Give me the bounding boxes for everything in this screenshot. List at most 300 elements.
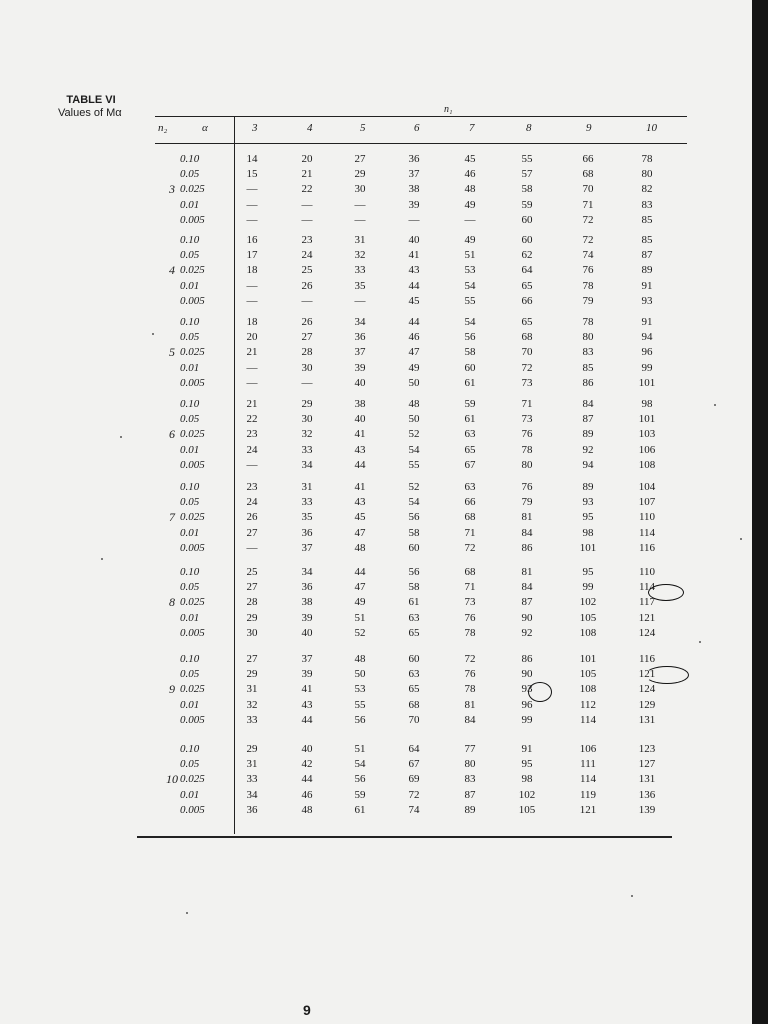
value-cell: — <box>408 213 420 226</box>
alpha-cell: 0.025 <box>180 683 205 696</box>
value-cell: 63 <box>464 428 476 441</box>
value-cell: 48 <box>301 803 313 816</box>
value-cell: — <box>246 183 258 196</box>
value-cell: 72 <box>582 213 594 226</box>
value-cell: 50 <box>408 376 420 389</box>
value-cell: 27 <box>246 653 258 665</box>
table-row <box>140 427 685 442</box>
alpha-cell: 0.005 <box>180 294 205 307</box>
value-cell: 59 <box>354 788 366 801</box>
value-cell: 32 <box>301 428 313 441</box>
value-cell: 54 <box>408 443 420 456</box>
value-cell: 52 <box>408 481 420 493</box>
table-row <box>140 412 685 427</box>
table-row <box>140 213 685 228</box>
value-cell: 39 <box>408 198 420 211</box>
value-cell: 26 <box>246 511 258 524</box>
value-cell: 60 <box>521 234 533 246</box>
value-cell: 33 <box>301 496 313 509</box>
value-cell: 59 <box>464 398 476 410</box>
value-cell: 76 <box>521 481 533 493</box>
value-cell: 54 <box>354 758 366 771</box>
value-cell: 106 <box>579 743 597 755</box>
value-cell: 50 <box>354 668 366 681</box>
value-cell: 33 <box>301 443 313 456</box>
alpha-cell: 0.05 <box>180 668 200 681</box>
value-cell: 79 <box>582 294 594 307</box>
value-cell: 60 <box>408 541 420 554</box>
value-cell: 48 <box>464 183 476 196</box>
value-cell: 76 <box>464 668 476 681</box>
value-cell: 41 <box>354 481 366 493</box>
value-cell: 95 <box>521 758 533 771</box>
n1-label: n₁ <box>444 104 453 115</box>
value-cell: 21 <box>246 398 258 410</box>
scan-speck <box>101 558 103 560</box>
value-cell: 111 <box>580 758 596 771</box>
alpha-cell: 0.01 <box>180 443 200 456</box>
alpha-cell: 0.10 <box>180 743 200 755</box>
value-cell: — <box>246 213 258 226</box>
alpha-cell: 0.005 <box>180 803 205 816</box>
value-cell: 91 <box>641 316 653 328</box>
value-cell: 124 <box>638 683 656 696</box>
value-cell: 93 <box>521 683 533 696</box>
value-cell: 47 <box>354 526 366 539</box>
value-cell: 41 <box>301 683 313 696</box>
value-cell: 108 <box>638 458 656 471</box>
table-group <box>140 652 685 727</box>
value-cell: 27 <box>246 581 258 594</box>
value-cell: 30 <box>301 413 313 426</box>
value-cell: 85 <box>641 234 653 246</box>
value-cell: 69 <box>408 773 420 786</box>
value-cell: 71 <box>582 198 594 211</box>
table-row <box>140 345 685 360</box>
value-cell: 67 <box>408 758 420 771</box>
value-cell: 85 <box>641 213 653 226</box>
table-row <box>140 248 685 263</box>
value-cell: 110 <box>638 566 656 578</box>
value-cell: 71 <box>521 398 533 410</box>
alpha-cell: 0.005 <box>180 713 205 726</box>
value-cell: 121 <box>579 803 597 816</box>
value-cell: 49 <box>354 596 366 609</box>
alpha-cell: 0.05 <box>180 413 200 426</box>
header-col-9: 9 <box>586 122 592 134</box>
table-row <box>140 541 685 556</box>
group-n2-label: 8 <box>169 595 175 609</box>
value-cell: 60 <box>464 361 476 374</box>
value-cell: 44 <box>354 566 366 578</box>
value-cell: 49 <box>464 234 476 246</box>
table-row <box>140 698 685 713</box>
value-cell: 49 <box>408 361 420 374</box>
value-cell: 32 <box>246 698 258 711</box>
alpha-cell: 0.05 <box>180 581 200 594</box>
value-cell: 54 <box>464 316 476 328</box>
value-cell: 33 <box>246 773 258 786</box>
value-cell: 114 <box>638 526 656 539</box>
value-cell: 94 <box>582 458 594 471</box>
value-cell: 17 <box>246 249 258 262</box>
value-cell: 34 <box>246 788 258 801</box>
table-row <box>140 580 685 595</box>
value-cell: 58 <box>408 581 420 594</box>
table-row <box>140 565 685 580</box>
value-cell: 21 <box>246 346 258 359</box>
value-cell: 139 <box>638 803 656 816</box>
value-cell: 102 <box>579 596 597 609</box>
value-cell: 90 <box>521 668 533 681</box>
header-col-4: 4 <box>307 122 313 134</box>
alpha-cell: 0.025 <box>180 773 205 786</box>
value-cell: 83 <box>464 773 476 786</box>
value-cell: — <box>301 376 313 389</box>
value-cell: 21 <box>301 168 313 181</box>
value-cell: 45 <box>354 511 366 524</box>
value-cell: 48 <box>408 398 420 410</box>
value-cell: 18 <box>246 264 258 277</box>
value-cell: 43 <box>354 496 366 509</box>
value-cell: 40 <box>354 376 366 389</box>
value-cell: — <box>246 361 258 374</box>
value-cell: 98 <box>521 773 533 786</box>
value-cell: 30 <box>354 183 366 196</box>
value-cell: 78 <box>464 683 476 696</box>
alpha-cell: 0.05 <box>180 331 200 344</box>
value-cell: 66 <box>582 153 594 165</box>
alpha-cell: 0.005 <box>180 626 205 639</box>
header-col-7: 7 <box>469 122 475 134</box>
group-n2-label: 7 <box>169 510 175 524</box>
value-cell: 44 <box>354 458 366 471</box>
value-cell: 87 <box>464 788 476 801</box>
scan-speck <box>120 436 122 438</box>
value-cell: 53 <box>354 683 366 696</box>
value-cell: 98 <box>641 398 653 410</box>
value-cell: 22 <box>301 183 313 196</box>
value-cell: 77 <box>464 743 476 755</box>
value-cell: 71 <box>464 581 476 594</box>
bottom-rule <box>137 836 672 838</box>
value-cell: 30 <box>246 626 258 639</box>
value-cell: 131 <box>638 713 656 726</box>
value-cell: 84 <box>464 713 476 726</box>
value-cell: 72 <box>464 653 476 665</box>
value-cell: 123 <box>638 743 656 755</box>
value-cell: 80 <box>641 168 653 181</box>
value-cell: 67 <box>464 458 476 471</box>
value-cell: 41 <box>354 428 366 441</box>
value-cell: 78 <box>641 153 653 165</box>
value-cell: 99 <box>582 581 594 594</box>
value-cell: 63 <box>408 611 420 624</box>
value-cell: 58 <box>521 183 533 196</box>
header-col-6: 6 <box>414 122 420 134</box>
header-col-3: 3 <box>252 122 258 134</box>
value-cell: 72 <box>582 234 594 246</box>
value-cell: 96 <box>641 346 653 359</box>
value-cell: 18 <box>246 316 258 328</box>
value-cell: 29 <box>354 168 366 181</box>
value-cell: 65 <box>521 316 533 328</box>
value-cell: 79 <box>521 496 533 509</box>
scan-speck <box>186 912 188 914</box>
value-cell: 102 <box>518 788 536 801</box>
group-n2-label: 3 <box>169 182 175 196</box>
value-cell: 95 <box>582 511 594 524</box>
table-row <box>140 682 685 697</box>
value-cell: 53 <box>464 264 476 277</box>
value-cell: 38 <box>354 398 366 410</box>
value-cell: — <box>301 294 313 307</box>
value-cell: 64 <box>521 264 533 277</box>
value-cell: 78 <box>582 279 594 292</box>
value-cell: 86 <box>521 541 533 554</box>
value-cell: 55 <box>464 294 476 307</box>
value-cell: 24 <box>246 443 258 456</box>
table-group <box>140 397 685 472</box>
value-cell: 65 <box>408 626 420 639</box>
header-n2: n₂ <box>158 122 168 134</box>
value-cell: 84 <box>521 526 533 539</box>
value-cell: 68 <box>408 698 420 711</box>
table-row <box>140 626 685 641</box>
value-cell: 23 <box>301 234 313 246</box>
scan-speck <box>714 404 716 406</box>
book-spine-shadow <box>752 0 768 1024</box>
value-cell: 65 <box>408 683 420 696</box>
value-cell: 107 <box>638 496 656 509</box>
table-row <box>140 772 685 787</box>
table-row <box>140 397 685 412</box>
table-group <box>140 315 685 390</box>
value-cell: 29 <box>246 743 258 755</box>
value-cell: 48 <box>354 541 366 554</box>
value-cell: 47 <box>354 581 366 594</box>
value-cell: — <box>464 213 476 226</box>
table-caption: Values of Mα <box>58 107 122 119</box>
alpha-cell: 0.005 <box>180 458 205 471</box>
value-cell: 101 <box>579 541 597 554</box>
header-alpha: α <box>202 122 208 134</box>
table-row <box>140 611 685 626</box>
value-cell: 46 <box>464 168 476 181</box>
value-cell: 28 <box>301 346 313 359</box>
alpha-cell: 0.05 <box>180 168 200 181</box>
table-header <box>155 122 687 140</box>
value-cell: 43 <box>408 264 420 277</box>
value-cell: 74 <box>582 249 594 262</box>
alpha-cell: 0.10 <box>180 481 200 493</box>
value-cell: 78 <box>521 443 533 456</box>
value-cell: 72 <box>521 361 533 374</box>
value-cell: — <box>301 198 313 211</box>
value-cell: 92 <box>521 626 533 639</box>
value-cell: 72 <box>464 541 476 554</box>
value-cell: 62 <box>521 249 533 262</box>
value-cell: 51 <box>354 611 366 624</box>
scan-speck <box>152 333 154 335</box>
value-cell: 68 <box>521 331 533 344</box>
alpha-cell: 0.05 <box>180 758 200 771</box>
value-cell: 52 <box>408 428 420 441</box>
value-cell: 52 <box>354 626 366 639</box>
value-cell: — <box>354 294 366 307</box>
value-cell: 78 <box>582 316 594 328</box>
alpha-cell: 0.025 <box>180 346 205 359</box>
value-cell: 68 <box>464 566 476 578</box>
alpha-cell: 0.10 <box>180 316 200 328</box>
value-cell: 31 <box>301 481 313 493</box>
alpha-cell: 0.10 <box>180 566 200 578</box>
value-cell: — <box>246 294 258 307</box>
value-cell: 16 <box>246 234 258 246</box>
value-cell: 65 <box>464 443 476 456</box>
value-cell: 105 <box>518 803 536 816</box>
value-cell: 106 <box>638 443 656 456</box>
value-cell: 61 <box>408 596 420 609</box>
group-n2-label: 10 <box>166 772 178 786</box>
value-cell: 81 <box>521 511 533 524</box>
value-cell: 101 <box>638 376 656 389</box>
value-cell: 56 <box>408 511 420 524</box>
value-cell: 68 <box>582 168 594 181</box>
value-cell: 70 <box>521 346 533 359</box>
value-cell: 22 <box>246 413 258 426</box>
value-cell: 36 <box>246 803 258 816</box>
value-cell: 61 <box>354 803 366 816</box>
value-cell: 73 <box>521 413 533 426</box>
value-cell: 91 <box>521 743 533 755</box>
group-n2-label: 9 <box>169 682 175 696</box>
value-cell: 59 <box>521 198 533 211</box>
table-row <box>140 458 685 473</box>
value-cell: 101 <box>579 653 597 665</box>
value-cell: 56 <box>464 331 476 344</box>
alpha-cell: 0.025 <box>180 596 205 609</box>
table-row <box>140 233 685 248</box>
value-cell: — <box>246 541 258 554</box>
value-cell: 78 <box>464 626 476 639</box>
table-group <box>140 152 685 227</box>
table-row <box>140 595 685 610</box>
table-row <box>140 294 685 309</box>
value-cell: 136 <box>638 788 656 801</box>
value-cell: 131 <box>638 773 656 786</box>
pen-circle-mark <box>645 666 689 684</box>
value-cell: 24 <box>301 249 313 262</box>
value-cell: 55 <box>354 698 366 711</box>
alpha-cell: 0.10 <box>180 234 200 246</box>
value-cell: 37 <box>408 168 420 181</box>
value-cell: 50 <box>408 413 420 426</box>
table-row <box>140 279 685 294</box>
value-cell: 27 <box>301 331 313 344</box>
value-cell: 48 <box>354 653 366 665</box>
group-n2-label: 4 <box>169 263 175 277</box>
alpha-cell: 0.01 <box>180 698 200 711</box>
header-col-10: 10 <box>646 122 657 134</box>
table-row <box>140 182 685 197</box>
value-cell: 89 <box>641 264 653 277</box>
value-cell: 93 <box>641 294 653 307</box>
value-cell: 34 <box>354 316 366 328</box>
value-cell: 114 <box>579 773 597 786</box>
value-cell: 80 <box>521 458 533 471</box>
value-cell: — <box>246 279 258 292</box>
value-cell: 37 <box>301 653 313 665</box>
value-cell: 65 <box>521 279 533 292</box>
value-cell: 35 <box>301 511 313 524</box>
value-cell: 70 <box>408 713 420 726</box>
value-cell: 38 <box>301 596 313 609</box>
value-cell: 105 <box>579 611 597 624</box>
alpha-cell: 0.01 <box>180 198 200 211</box>
value-cell: 32 <box>354 249 366 262</box>
value-cell: 121 <box>638 611 656 624</box>
value-cell: 25 <box>301 264 313 277</box>
value-cell: 58 <box>408 526 420 539</box>
value-cell: 61 <box>464 413 476 426</box>
value-cell: 82 <box>641 183 653 196</box>
table-row <box>140 742 685 757</box>
value-cell: 94 <box>641 331 653 344</box>
value-cell: 34 <box>301 566 313 578</box>
value-cell: 30 <box>301 361 313 374</box>
table-row <box>140 330 685 345</box>
value-cell: 104 <box>638 481 656 493</box>
value-cell: 95 <box>582 566 594 578</box>
value-cell: 36 <box>354 331 366 344</box>
table-number: TABLE VI <box>66 94 116 106</box>
value-cell: 114 <box>638 581 656 594</box>
value-cell: 58 <box>464 346 476 359</box>
value-cell: 27 <box>354 153 366 165</box>
alpha-cell: 0.10 <box>180 653 200 665</box>
alpha-cell: 0.025 <box>180 183 205 196</box>
value-cell: — <box>354 213 366 226</box>
value-cell: 27 <box>246 526 258 539</box>
value-cell: 20 <box>246 331 258 344</box>
value-cell: 76 <box>464 611 476 624</box>
value-cell: 26 <box>301 316 313 328</box>
value-cell: 83 <box>582 346 594 359</box>
value-cell: 81 <box>521 566 533 578</box>
value-cell: 127 <box>638 758 656 771</box>
alpha-cell: 0.01 <box>180 611 200 624</box>
value-cell: 46 <box>408 331 420 344</box>
table-row <box>140 480 685 495</box>
value-cell: 112 <box>579 698 597 711</box>
value-cell: 56 <box>408 566 420 578</box>
value-cell: 36 <box>301 581 313 594</box>
value-cell: 76 <box>521 428 533 441</box>
alpha-cell: 0.01 <box>180 788 200 801</box>
table-row <box>140 443 685 458</box>
alpha-cell: 0.005 <box>180 541 205 554</box>
alpha-cell: 0.025 <box>180 264 205 277</box>
group-n2-label: 5 <box>169 345 175 359</box>
value-cell: 54 <box>408 496 420 509</box>
value-cell: 85 <box>582 361 594 374</box>
value-cell: 56 <box>354 713 366 726</box>
value-cell: 129 <box>638 698 656 711</box>
value-cell: 42 <box>301 758 313 771</box>
value-cell: 54 <box>464 279 476 292</box>
value-cell: 87 <box>582 413 594 426</box>
